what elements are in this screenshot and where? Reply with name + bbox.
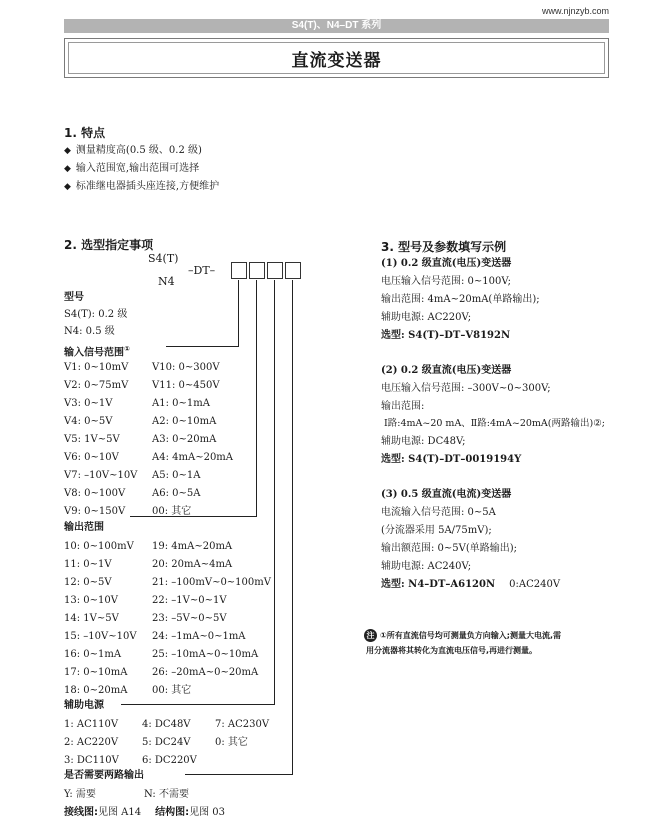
example-line: 输出额范围: 0~5V(单路输出); [381,543,518,554]
output-range-item: 26: –20mA~0~20mA [152,667,259,678]
input-range-item: V8: 0~100V [64,488,126,499]
aux-power-label: 辅助电源 [64,700,104,711]
diagram-refs: 接线图:见图 A14 结构图:见图 03 [64,807,226,818]
code-box-4 [285,262,301,279]
model-prefix-n4: N4 [158,275,175,288]
input-range-item: V9: 0~150V [64,506,126,517]
website-url: www.njnzyb.com [541,6,609,16]
example-line: 辅助电源: DC48V; [381,436,466,447]
type-label: 型号 [64,292,84,303]
output-range-item: 11: 0~1V [64,559,112,570]
input-range-item: V7: –10V~10V [64,470,138,481]
input-range-item: A4: 4mA~20mA [152,452,234,463]
feature-item: ◆ 测量精度高(0.5 级、0.2 级) [64,145,202,156]
output-range-item: 19: 4mA~20mA [152,541,233,552]
output-range-item: 23: –5V~0~5V [152,613,227,624]
connector-line [166,346,239,347]
output-range-item: 14: 1V~5V [64,613,119,624]
example-line: 输出范围: [381,401,425,412]
input-range-item: A5: 0~1A [152,470,201,481]
aux-power-item: 6: DC220V [142,755,197,766]
input-range-item: V5: 1V~5V [64,434,120,445]
example-model: 选型: S4(T)–DT–V8192N [381,330,511,341]
example-line: 输出范围: 4mA~20mA(单路输出); [381,294,540,305]
output-range-item: 10: 0~100mV [64,541,134,552]
input-range-item: A1: 0~1mA [152,398,210,409]
input-range-item: 00: 其它 [152,506,192,517]
input-range-item: V1: 0~10mV [64,362,129,373]
model-prefix-s4: S4(T) [148,252,179,265]
model-suffix: –DT– [188,264,216,277]
output-range-label: 输出范围 [64,522,104,533]
connector-line [256,280,257,516]
diamond-bullet-icon: ◆ [64,182,71,192]
example-model: 选型: S4(T)–DT–0019194Y [381,454,522,465]
diamond-bullet-icon: ◆ [64,164,71,174]
example-line: 辅助电源: AC220V; [381,312,472,323]
dual-output-yes: Y: 需要 [64,789,96,800]
example-title: (2) 0.2 级直流(电压)变送器 [381,365,512,376]
code-box-1 [231,262,247,279]
connector-line [292,280,293,774]
code-box-2 [249,262,265,279]
code-box-3 [267,262,283,279]
series-band: S4(T)、N4–DT 系列 [64,19,609,33]
output-range-item: 25: –10mA~0~10mA [152,649,259,660]
feature-item: ◆ 输入范围宽,输出范围可选择 [64,163,200,174]
output-range-item: 17: 0~10mA [64,667,128,678]
example-line: 电压输入信号范围: 0~100V; [381,276,511,287]
dual-output-label: 是否需要两路输出 [64,770,144,781]
note-text: ①所有直流信号均可测量负方向输入;测量大电流,需 [380,631,562,640]
aux-power-item: 4: DC48V [142,719,191,730]
input-range-item: A3: 0~20mA [152,434,217,445]
input-range-item: V11: 0~450V [152,380,220,391]
input-range-label: 输入信号范围① [64,345,130,359]
output-range-item: 24: –1mA~0~1mA [152,631,246,642]
output-range-item: 13: 0~10V [64,595,118,606]
example-title: (3) 0.5 级直流(电流)变送器 [381,489,512,500]
connector-line [274,280,275,704]
note-icon: 注 [364,629,377,642]
dual-output-no: N: 不需要 [144,789,189,800]
output-range-item: 16: 0~1mA [64,649,122,660]
section1-heading: 1. 特点 [64,126,106,140]
example-model: 选型: N4–DT–A6120N 0:AC240V [381,579,561,590]
connector-line [121,704,275,705]
example-title: (1) 0.2 级直流(电压)变送器 [381,258,512,269]
aux-power-item: 1: AC110V [64,719,119,730]
aux-power-item: 7: AC230V [215,719,270,730]
output-range-item: 20: 20mA~4mA [152,559,233,570]
page-title: 直流变送器 [291,51,382,71]
type-item: S4(T): 0.2 级 [64,309,128,320]
example-line: 辅助电源: AC240V; [381,561,472,572]
example-line: 电流输入信号范围: 0~5A [381,507,496,518]
output-range-item: 15: –10V~10V [64,631,137,642]
input-range-item: V10: 0~300V [152,362,220,373]
feature-item: ◆ 标准继电器插头座连接,方便维护 [64,181,220,192]
input-range-item: A6: 0~5A [152,488,201,499]
aux-power-item: 3: DC110V [64,755,119,766]
section2-heading: 2. 选型指定事项 [64,238,154,252]
connector-line [130,516,257,517]
output-range-item: 00: 其它 [152,685,192,696]
input-range-item: V6: 0~10V [64,452,119,463]
connector-line [238,280,239,346]
example-line: (分流器采用 5A/75mV); [381,525,492,536]
aux-power-item: 5: DC24V [142,737,191,748]
example-line: Ⅰ路:4mA~20 mA、Ⅱ路:4mA~20mA(两路输出)②; [384,418,605,429]
aux-power-item: 0: 其它 [215,737,248,748]
note-text: 用分流器将其转化为直流电压信号,再进行测量。 [366,646,538,655]
output-range-item: 12: 0~5V [64,577,112,588]
aux-power-item: 2: AC220V [64,737,119,748]
output-range-item: 22: –1V~0~1V [152,595,227,606]
input-range-item: V3: 0~1V [64,398,113,409]
output-range-item: 18: 0~20mA [64,685,128,696]
input-range-item: V4: 0~5V [64,416,113,427]
example-line: 电压输入信号范围: –300V~0~300V; [381,383,551,394]
connector-line [185,774,293,775]
section3-heading: 3. 型号及参数填写示例 [381,240,507,254]
input-range-item: V2: 0~75mV [64,380,129,391]
type-item: N4: 0.5 级 [64,326,115,337]
output-range-item: 21: –100mV~0~100mV [152,577,271,588]
input-range-item: A2: 0~10mA [152,416,217,427]
diamond-bullet-icon: ◆ [64,146,71,156]
